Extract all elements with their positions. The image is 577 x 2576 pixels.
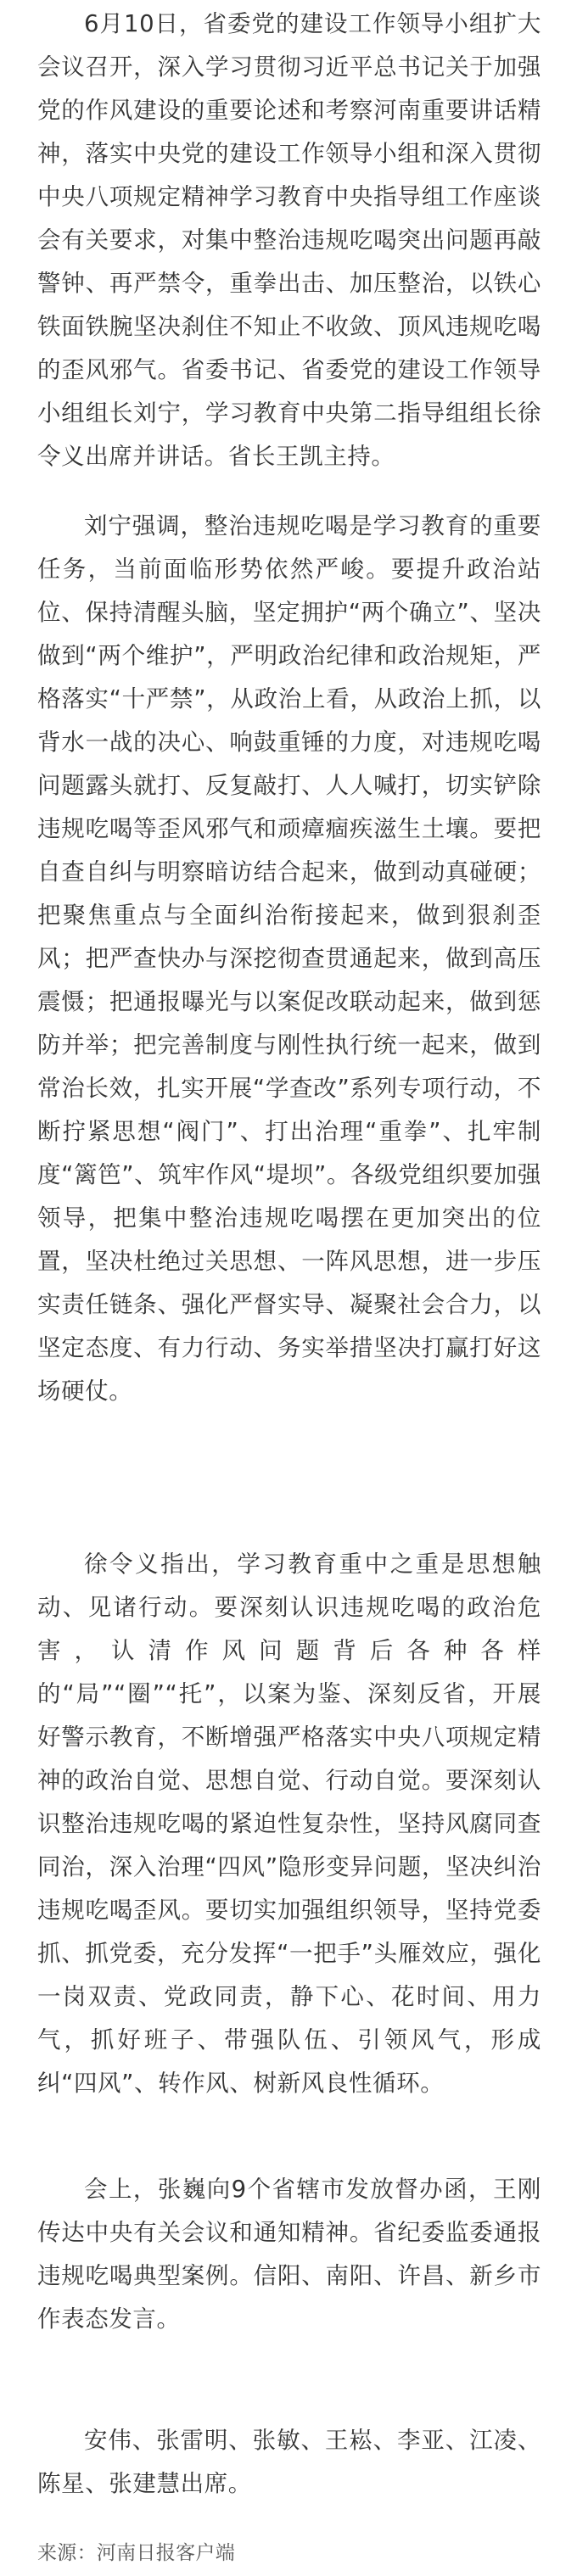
article-paragraph-4: 会上，张巍向9个省辖市发放督办函，王刚传达中央有关会议和通知精神。省纪委监委通报违规吃喝典型案例。信阳、南阳、许昌、新乡市作表态发言。 bbox=[37, 2176, 541, 2333]
article-paragraph-5: 安伟、张雷明、张敏、王崧、李亚、江凌、陈星、张建慧出席。 bbox=[37, 2427, 541, 2497]
article-paragraph-3: 徐令义指出，学习教育重中之重是思想触动、见诸行动。要深刻认识违规吃喝的政治危害，认清作风问题背后各种各样的“局”“圈”“托”，以案为鉴、深刻反省，开展好警示教育，不断增强严格落实中央八项规定精神的政治自觉、思想自觉、行动自觉。要深刻认识整治违规吃喝的紧迫性复杂性，坚持风腐同查同治，深入治理“四风”隐形变异问题，坚决纠治违规吃喝歪风。要切实加强组织领导，坚持党委抓、抓党委，充分发挥“一把手”头雁效应，强化一岗双责、党政同责，静下心、花时间、用力气，抓好班子、带强队伍、引领风气，形成纠“四风”、转作风、树新风良性循环。 bbox=[37, 1551, 541, 2097]
source-credit: 来源：河南日报客户端 bbox=[37, 2542, 235, 2564]
article-paragraph-2: 刘宁强调，整治违规吃喝是学习教育的重要任务，当前面临形势依然严峻。要提升政治站位、保持清醒头脑，坚定拥护“两个确立”、坚决做到“两个维护”，严明政治纪律和政治规矩，严格落实“十严禁”，从政治上看，从政治上抓，以背水一战的决心、响鼓重锤的力度，对违规吃喝问题露头就打、反复敲打、人人喊打，切实铲除违规吃喝等歪风邪气和顽瘴痼疾滋生土壤。要把自查自纠与明察暗访结合起来，做到动真碰硬；把聚焦重点与全面纠治衔接起来，做到狠刹歪风；把严查快办与深挖彻查贯通起来，做到高压震慑；把通报曝光与以案促改联动起来，做到惩防并举；把完善制度与刚性执行统一起来，做到常治长效，扎实开展“学查改”系列专项行动，不断拧紧思想“阀门”、打出治理“重拳”、扎牢制度“篱笆”、筑牢作风“堤坝”。各级党组织要加强领导，把集中整治违规吃喝摆在更加突出的位置，坚决杜绝过关思想、一阵风思想，进一步压实责任链条、强化严督实导、凝聚社会合力，以坚定态度、有力行动、务实举措坚决打赢打好这场硬仗。 bbox=[37, 512, 541, 1405]
article-paragraph-1: 6月10日，省委党的建设工作领导小组扩大会议召开，深入学习贯彻习近平总书记关于加强党的作风建设的重要论述和考察河南重要讲话精神，落实中央党的建设工作领导小组和深入贯彻中央八项规定精神学习教育中央指导组工作座谈会有关要求，对集中整治违规吃喝突出问题再敲警钟、再严禁令，重拳出击、加压整治，以铁心铁面铁腕坚决刹住不知止不收敛、顶风违规吃喝的歪风邪气。省委书记、省委党的建设工作领导小组组长刘宁，学习教育中央第二指导组组长徐令义出席并讲话。省长王凯主持。 bbox=[37, 10, 541, 470]
